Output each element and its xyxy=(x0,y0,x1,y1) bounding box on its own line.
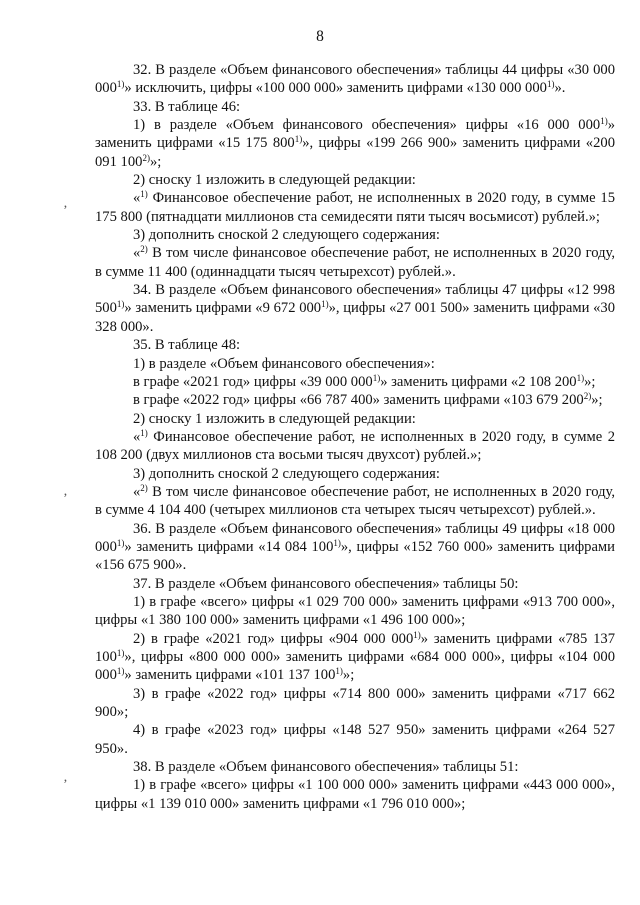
paragraph-text: », цифры «152 760 000» заменить цифрами «156 675 900». xyxy=(95,538,615,574)
paragraph xyxy=(95,116,615,171)
paragraph xyxy=(95,373,615,391)
footnote-marker: 2) xyxy=(140,482,148,493)
footnote-marker: 1) xyxy=(116,299,125,310)
paragraph-text: » заменить цифрами «9 672 000 xyxy=(124,300,322,317)
paragraph-text: 2) сноску 1 изложить в следующей редакции: xyxy=(133,172,416,189)
paragraph-text: »; xyxy=(342,667,355,684)
paragraph-text: »; xyxy=(149,153,162,170)
footnote-marker: 1) xyxy=(140,189,148,200)
paragraph xyxy=(95,593,615,630)
paragraph xyxy=(95,465,615,483)
paragraph-text: 38. В разделе «Объем финансового обеспечения» таблицы 51: xyxy=(133,759,519,776)
paragraph-text: » исключить, цифры «100 000 000» заменить цифрами «130 000 000 xyxy=(124,80,547,97)
footnote-marker: 1) xyxy=(546,79,555,90)
paragraph-text: 36. В разделе «Объем финансового обеспечения» таблицы 49 цифры «18 000 000 xyxy=(95,520,615,555)
paragraph-text: 2) сноску 1 изложить в следующей редакции: xyxy=(133,410,416,427)
paragraph-text: », цифры «199 266 900» заменить цифрами «200 091 100 xyxy=(95,135,615,170)
paragraph-text: », цифры «27 001 500» заменить цифрами «30 328 000». xyxy=(95,300,616,335)
paragraph-text: » заменить цифрами «15 175 800 xyxy=(95,117,615,152)
paragraph xyxy=(95,758,615,776)
paragraph-text: в графе «2021 год» цифры «39 000 000 xyxy=(133,373,373,390)
paragraph-text: 1) в разделе «Объем финансового обеспечения»: xyxy=(133,355,435,372)
paragraph xyxy=(95,61,615,98)
paragraph-text: « xyxy=(133,190,141,207)
footnote-marker: 2) xyxy=(140,244,148,255)
footnote-marker: 2) xyxy=(142,152,150,163)
paragraph xyxy=(95,776,615,813)
footnote-marker: 2) xyxy=(583,391,592,402)
footnote-marker: 1) xyxy=(321,299,329,310)
paragraph xyxy=(95,428,615,465)
paragraph-text: » заменить цифрами «2 108 200 xyxy=(380,373,577,390)
paragraph xyxy=(95,483,615,520)
margin-tick-mark: ‚ xyxy=(63,196,68,211)
paragraph-text: Финансовое обеспечение работ, не исполненных в 2020 году, в сумме 2 108 200 (двух миллионов ста восьми тысяч двухсот) рублей.»; xyxy=(95,428,615,464)
paragraph xyxy=(95,171,615,189)
paragraph-text: » заменить цифрами «785 137 100 xyxy=(95,630,615,665)
paragraph-text: 1) в графе «всего» цифры «1 100 000 000» заменить цифрами «443 000 000», цифры «1 139 010 000» заменить цифрами «1 796 010 000»; xyxy=(95,777,615,812)
margin-tick-mark: ‚ xyxy=(63,770,68,785)
paragraph-text: 34. В разделе «Объем финансового обеспечения» таблицы 47 цифры «12 998 500 xyxy=(95,282,615,317)
footnote-marker: 1) xyxy=(333,537,341,548)
paragraph-text: Финансовое обеспечение работ, не исполненных в 2020 году, в сумме 15 175 800 (пятнадцати миллионов ста семидесяти пяти тысяч восьмисот) рублей.»; xyxy=(95,190,615,225)
paragraph-text: »; xyxy=(584,373,596,390)
paragraph-text: 35. В таблице 48: xyxy=(133,337,241,354)
paragraph xyxy=(95,575,615,593)
footnote-marker: 1) xyxy=(116,537,125,548)
document-body xyxy=(95,61,615,813)
footnote-marker: 1) xyxy=(116,648,125,658)
margin-tick-mark: ‚ xyxy=(63,484,68,499)
paragraph xyxy=(95,721,615,758)
paragraph xyxy=(95,98,615,116)
footnote-marker: 1) xyxy=(294,134,303,145)
paragraph-text: 1) в графе «всего» цифры «1 029 700 000» заменить цифрами «913 700 000», цифры «1 380 100 000» заменить цифрами «1 496 100 000»; xyxy=(95,593,615,629)
paragraph-text: ». xyxy=(554,80,566,97)
paragraph xyxy=(95,189,615,226)
paragraph xyxy=(95,355,615,373)
footnote-marker: 1) xyxy=(372,372,381,383)
footnote-marker: 1) xyxy=(600,116,608,127)
paragraph xyxy=(95,520,615,575)
paragraph xyxy=(95,281,615,336)
paragraph-text: в графе «2022 год» цифры «66 787 400» заменить цифрами «103 679 200 xyxy=(133,392,584,409)
footnote-marker: 1) xyxy=(413,629,421,640)
footnote-marker: 1) xyxy=(140,427,148,438)
paragraph-text: 4) в графе «2023 год» цифры «148 527 950» заменить цифрами «264 527 950». xyxy=(95,722,615,757)
footnote-marker: 1) xyxy=(335,666,343,677)
paragraph-text: 33. В таблице 46: xyxy=(133,98,241,115)
paragraph-text: 1) в разделе «Объем финансового обеспечения» цифры «16 000 000 xyxy=(133,117,601,134)
footnote-marker: 1) xyxy=(116,79,125,90)
paragraph xyxy=(95,630,615,685)
paragraph xyxy=(95,410,615,428)
paragraph-text: 3) в графе «2022 год» цифры «714 800 000» заменить цифрами «717 662 900»; xyxy=(95,685,615,721)
paragraph-text: « xyxy=(133,245,141,262)
paragraph-text: 2) в графе «2021 год» цифры «904 000 000 xyxy=(133,630,414,647)
paragraph xyxy=(95,244,615,281)
paragraph xyxy=(95,226,615,244)
paragraph-text: « xyxy=(133,483,141,500)
paragraph-text: 3) дополнить сноской 2 следующего содержания: xyxy=(133,227,440,244)
paragraph-text: В том числе финансовое обеспечение работ, не исполненных в 2020 году, в сумме 4 104 400 (четырех миллионов ста четырех тысяч четырехсот) рублей.». xyxy=(95,483,615,519)
paragraph-text: « xyxy=(133,428,141,445)
paragraph-text: 3) дополнить сноской 2 следующего содержания: xyxy=(133,465,440,482)
paragraph-text: 32. В разделе «Объем финансового обеспечения» таблицы 44 цифры «30 000 000 xyxy=(95,62,615,97)
paragraph-text: 37. В разделе «Объем финансового обеспечения» таблицы 50: xyxy=(133,575,519,592)
paragraph xyxy=(95,336,615,354)
paragraph-text: »; xyxy=(591,392,603,409)
footnote-marker: 1) xyxy=(576,372,585,383)
page-number: 8 xyxy=(316,28,324,45)
paragraph-text: », цифры «800 000 000» заменить цифрами «684 000 000», цифры «104 000 000 xyxy=(95,649,615,684)
paragraph-text: » заменить цифрами «101 137 100 xyxy=(124,667,336,684)
paragraph xyxy=(95,391,615,409)
paragraph-text: » заменить цифрами «14 084 100 xyxy=(124,538,334,555)
footnote-marker: 1) xyxy=(116,666,125,677)
paragraph xyxy=(95,685,615,722)
paragraph-text: В том числе финансовое обеспечение работ, не исполненных в 2020 году, в сумме 11 400 (одиннадцати тысяч четырехсот) рублей.». xyxy=(95,245,615,280)
